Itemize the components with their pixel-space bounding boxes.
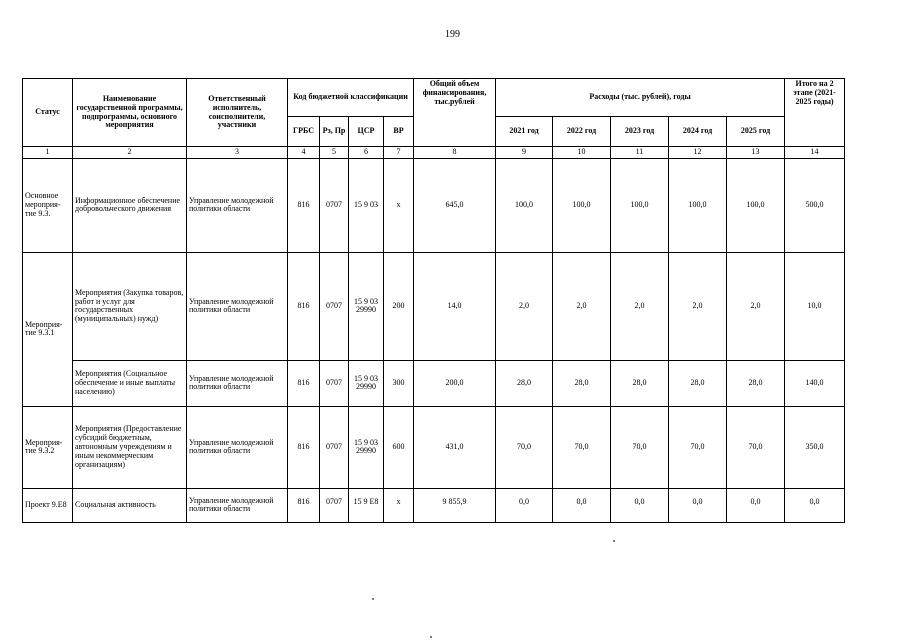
column-number: 2 [73,147,187,159]
scan-speck [430,636,432,638]
row-csr: 15 9 Е8 [349,488,384,522]
header-csr: ЦСР [349,117,384,147]
row-2025: 28,0 [727,360,785,406]
header-expenses: Расходы (тыс. рублей), годы [496,79,785,117]
row-2025: 70,0 [727,406,785,488]
scan-speck [613,540,615,542]
table-row [23,158,845,252]
row-2025: 2,0 [727,252,785,360]
header-vr: ВР [384,117,414,147]
page-number: 199 [445,29,460,40]
row-rzpr: 0707 [320,406,349,488]
column-number: 1 [23,147,73,159]
row-grbs: 816 [288,360,320,406]
row-2022: 0,0 [553,488,611,522]
header-status: Статус [23,79,73,147]
row-status: Мероприя-тие 9.3.2 [23,406,73,488]
row-responsible: Управление молодежной политики области [187,252,288,360]
row-total: 645,0 [414,158,496,252]
row-name: Мероприятия (Социальное обеспечение и иные выплаты населению) [73,360,187,406]
row-2023: 2,0 [611,252,669,360]
row-2025: 0,0 [727,488,785,522]
row-csr: 15 9 03 [349,158,384,252]
row-name: Мероприятия (Предоставление субсидий бюджетным, автономным учреждениям и иным некоммерческим организациям) [73,406,187,488]
row-stage-total: 0,0 [785,488,845,522]
row-stage-total: 10,0 [785,252,845,360]
column-number: 6 [349,147,384,159]
header-2024: 2024 год [669,117,727,147]
row-2022: 28,0 [553,360,611,406]
row-2021: 0,0 [496,488,553,522]
row-2022: 2,0 [553,252,611,360]
column-number: 13 [727,147,785,159]
row-stage-total: 500,0 [785,158,845,252]
row-rzpr: 0707 [320,360,349,406]
row-grbs: 816 [288,252,320,360]
header-2025: 2025 год [727,117,785,147]
row-grbs: 816 [288,488,320,522]
column-number: 5 [320,147,349,159]
row-2021: 2,0 [496,252,553,360]
column-number: 4 [288,147,320,159]
column-number: 14 [785,147,845,159]
header-2023: 2023 год [611,117,669,147]
row-2022: 70,0 [553,406,611,488]
row-responsible: Управление молодежной политики области [187,158,288,252]
header-total-volume: Общий объем финансирования, тыс.рублей [414,79,496,147]
row-vr: 600 [384,406,414,488]
header-grbs: ГРБС [288,117,320,147]
row-2023: 100,0 [611,158,669,252]
row-rzpr: 0707 [320,158,349,252]
row-2024: 2,0 [669,252,727,360]
row-rzpr: 0707 [320,488,349,522]
row-status: Мероприя-тие 9.3.1 [23,252,73,406]
row-csr: 15 9 03 29990 [349,360,384,406]
row-2023: 70,0 [611,406,669,488]
header-name: Наименование государственной программы, подпрограммы, основного мероприятия [73,79,187,147]
row-total: 200,0 [414,360,496,406]
row-2023: 0,0 [611,488,669,522]
row-total: 431,0 [414,406,496,488]
row-total: 14,0 [414,252,496,360]
row-2021: 28,0 [496,360,553,406]
scan-speck [372,598,374,600]
row-total: 9 855,9 [414,488,496,522]
column-number: 7 [384,147,414,159]
column-number: 10 [553,147,611,159]
row-rzpr: 0707 [320,252,349,360]
row-2021: 100,0 [496,158,553,252]
header-row-1 [23,79,845,117]
header-stage-total: Итого на 2 этапе (2021-2025 годы) [785,79,845,147]
header-2021: 2021 год [496,117,553,147]
row-name: Социальная активность [73,488,187,522]
column-number: 3 [187,147,288,159]
row-vr: х [384,488,414,522]
row-responsible: Управление молодежной политики области [187,488,288,522]
row-stage-total: 350,0 [785,406,845,488]
row-2021: 70,0 [496,406,553,488]
header-2022: 2022 год [553,117,611,147]
row-2024: 100,0 [669,158,727,252]
row-2024: 70,0 [669,406,727,488]
row-2022: 100,0 [553,158,611,252]
row-vr: 300 [384,360,414,406]
row-2024: 0,0 [669,488,727,522]
row-vr: х [384,158,414,252]
row-stage-total: 140,0 [785,360,845,406]
row-grbs: 816 [288,406,320,488]
row-name: Мероприятия (Закупка товаров, работ и услуг для государственных (муниципальных) нужд) [73,252,187,360]
column-number-row [23,147,845,159]
column-number: 11 [611,147,669,159]
table-row [23,488,845,522]
row-2023: 28,0 [611,360,669,406]
row-csr: 15 9 03 29990 [349,406,384,488]
row-2025: 100,0 [727,158,785,252]
header-budget-code: Код бюджетной классификации [288,79,414,117]
table-row [23,360,845,406]
column-number: 8 [414,147,496,159]
table-row [23,252,845,360]
header-rzpr: Рз, Пр [320,117,349,147]
header-responsible: Ответственный исполнитель, соисполнители, участники [187,79,288,147]
row-status: Основное мероприя-тие 9.3. [23,158,73,252]
table-row [23,406,845,488]
row-responsible: Управление молодежной политики области [187,406,288,488]
column-number: 9 [496,147,553,159]
row-status: Проект 9.Е8 [23,488,73,522]
column-number: 12 [669,147,727,159]
row-csr: 15 9 03 29990 [349,252,384,360]
budget-table [22,78,845,523]
row-2024: 28,0 [669,360,727,406]
row-responsible: Управление молодежной политики области [187,360,288,406]
row-name: Информационное обеспечение добровольческого движения [73,158,187,252]
row-grbs: 816 [288,158,320,252]
row-vr: 200 [384,252,414,360]
